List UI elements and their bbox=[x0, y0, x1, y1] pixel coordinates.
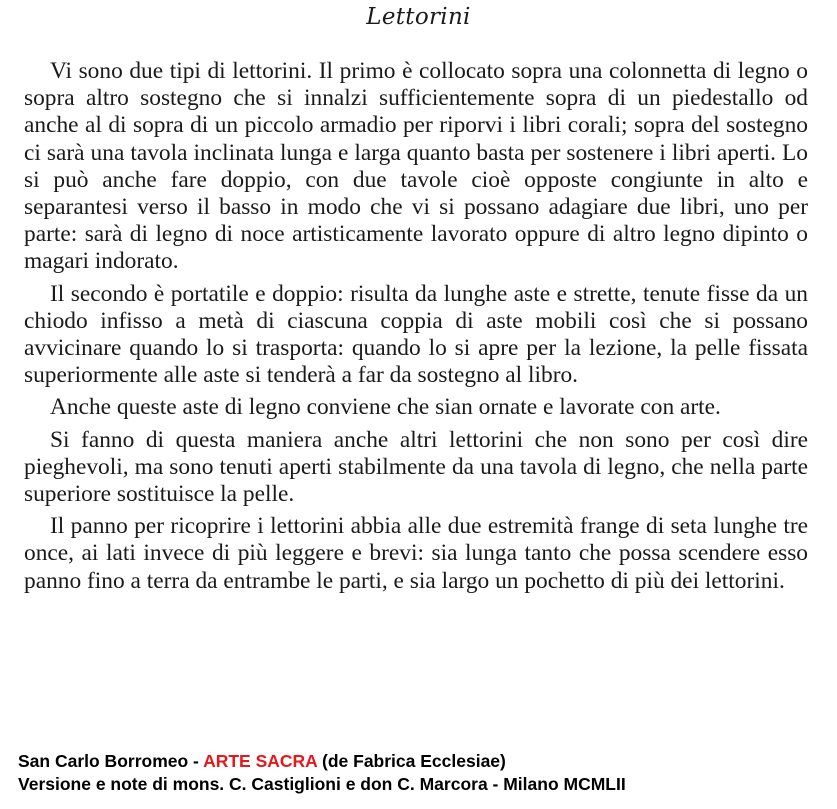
source-caption bbox=[18, 750, 828, 796]
paragraph-4: Si fanno di questa maniera anche altri lettorini che non sono per così dire pieghevoli, ma sono tenuti aperti stabilmente da una tavola di legno, che nella parte superiore sostituisce la pelle. bbox=[24, 426, 808, 508]
page-title: Lettorini bbox=[366, 4, 471, 30]
body-text bbox=[24, 58, 808, 600]
source-line-2: Versione e note di mons. C. Castiglioni e don C. Marcora - Milano MCMLII bbox=[18, 774, 626, 794]
paragraph-1: Vi sono due tipi di lettorini. Il primo è collocato sopra una colonnetta di legno o sopra altro sostegno che si innalzi sufficientemente sopra di un piedestallo od anche al di sopra di un piccolo armadio per riporvi i libri corali; sopra del sostegno ci sarà una tavola inclinata lunga e larga quanto basta per sostenere i libri aperti. Lo si può anche fare doppio, con due tavole cioè opposte congiunte in alto e separantesi verso il basso in modo che vi si possano adagiare due libri, uno per parte: sarà di legno di noce artisticamente lavorato oppure di altro legno dipinto o magari indorato. bbox=[24, 58, 808, 275]
paragraph-2: Il secondo è portatile e doppio: risulta da lunghe aste e strette, tenute fisse da un chiodo infisso a metà di ciascuna coppia di aste mobili così che si possano avvicinare quando lo si trasporta: quando lo si apre per la lezione, la pelle fissata superiormente alle aste si tenderà a far da sostegno al libro. bbox=[24, 280, 808, 389]
source-author: San Carlo Borromeo - bbox=[18, 751, 204, 771]
paragraph-3: Anche queste aste di legno conviene che sian ornate e lavorate con arte. bbox=[50, 394, 721, 421]
source-line-1 bbox=[18, 750, 828, 773]
source-work-subtitle: (de Fabrica Ecclesiae) bbox=[317, 751, 506, 771]
paragraph-5: Il panno per ricoprire i lettorini abbia alle due estremità frange di seta lunghe tre once, ai lati invece di più leggere e brevi: sia lunga tanto che possa scendere esso panno fino a terra da entrambe le parti, e sia largo un pochetto di più dei lettorini. bbox=[24, 513, 808, 594]
source-work-title: ARTE SACRA bbox=[203, 751, 318, 771]
